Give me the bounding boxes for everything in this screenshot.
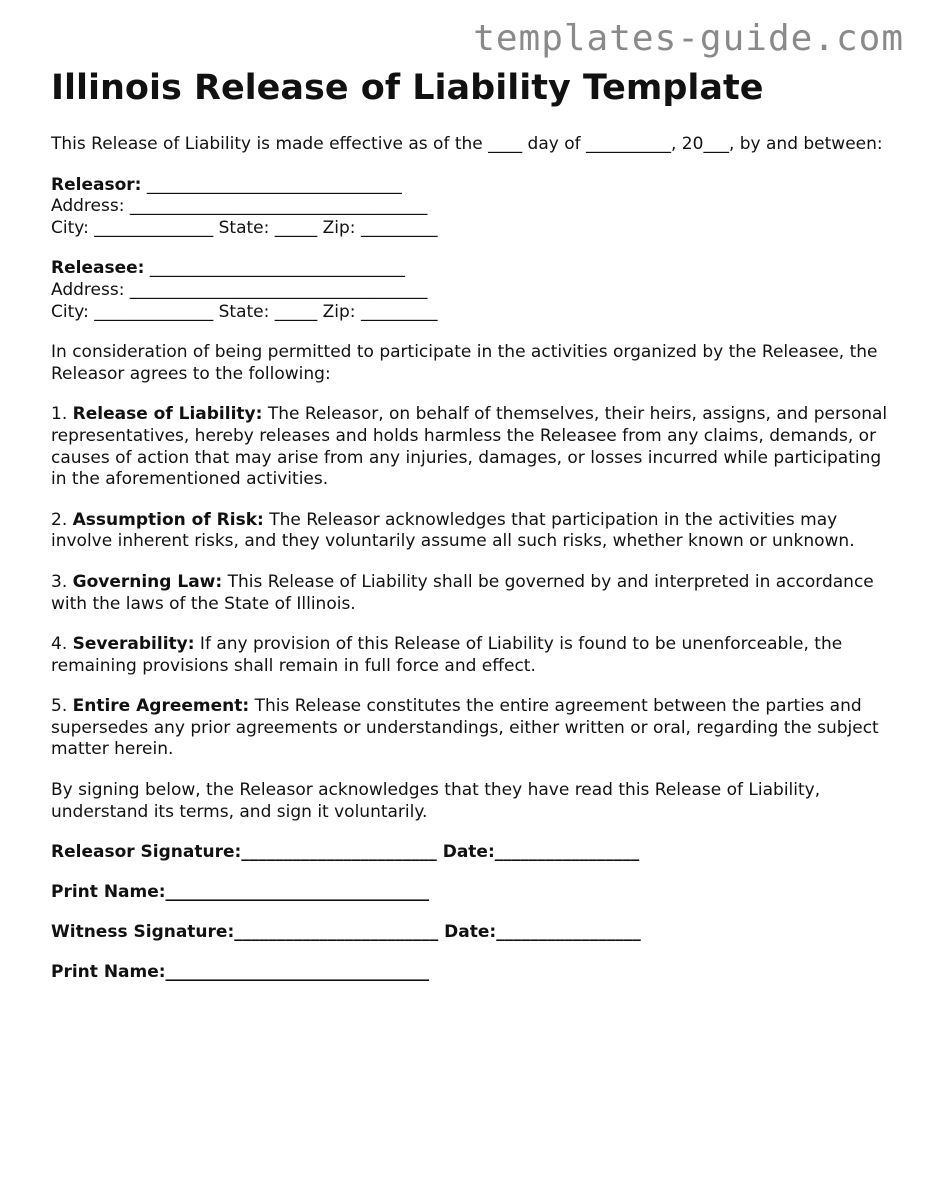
- clause-heading: Entire Agreement:: [72, 696, 250, 717]
- releasor-city-line: City: ______________ State: _____ Zip: _________: [51, 217, 438, 238]
- clause-heading: Release of Liability:: [72, 404, 263, 425]
- print-name-text-1: Print Name:_______________________________: [51, 882, 430, 903]
- releasor-address-line: Address: ___________________________________: [51, 196, 428, 217]
- releasor-name-line: [51, 175, 891, 197]
- releasor-signature-line: [51, 841, 891, 863]
- releasee-block: [51, 258, 891, 323]
- releasor-signature-text: Releasor Signature:_______________________ Date:_________________: [51, 842, 640, 863]
- releasee-city-line: City: ______________ State: _____ Zip: _________: [51, 301, 438, 322]
- signature-block: [51, 841, 891, 983]
- clause-release-of-liability: [51, 404, 891, 490]
- print-name-line-2: [51, 961, 891, 983]
- page-title: Illinois Release of Liability Template: [51, 68, 764, 108]
- clause-governing-law: [51, 572, 891, 615]
- releasee-name-blank: ______________________________: [144, 258, 405, 279]
- witness-signature-line: [51, 921, 891, 943]
- clause-text: This Release constitutes the entire agreement between the parties and supersedes any prior agreements or understandings, either written or oral, regarding the subject matter herein.: [51, 696, 879, 760]
- releasee-address-line: Address: ___________________________________: [51, 279, 428, 300]
- releasor-name-blank: ______________________________: [141, 174, 402, 195]
- clause-severability: [51, 634, 891, 677]
- releasor-block: [51, 175, 891, 240]
- clause-entire-agreement: [51, 696, 891, 761]
- clause-number: 2.: [51, 509, 73, 530]
- clause-text: This Release of Liability shall be governed by and interpreted in accordance with the laws of the State of Illinois.: [51, 571, 874, 614]
- closing-paragraph: By signing below, the Releasor acknowledges that they have read this Release of Liability, understand its terms, and sign it voluntarily.: [51, 780, 821, 822]
- consideration-paragraph: In consideration of being permitted to participate in the activities organized by the Releasee, the Releasor agrees to the following:: [51, 342, 878, 384]
- clause-assumption-of-risk: [51, 510, 891, 553]
- document: [51, 64, 891, 983]
- clause-number: 4.: [51, 634, 73, 655]
- releasor-label: Releasor:: [51, 174, 142, 195]
- releasee-label: Releasee:: [51, 258, 145, 279]
- clause-number: 1.: [51, 404, 73, 425]
- clause-number: 3.: [51, 571, 73, 592]
- clause-heading: Governing Law:: [72, 571, 223, 592]
- clause-text: The Releasor, on behalf of themselves, their heirs, assigns, and personal representatives, hereby releases and holds harmless the Releasee from any claims, demands, or causes of action that may arise from any injuries, damages, or losses incurred while participating in the aforementioned activities.: [51, 404, 888, 490]
- releasee-name-line: [51, 258, 891, 280]
- intro-paragraph: This Release of Liability is made effective as of the ____ day of __________, 20___, by and between:: [51, 134, 883, 154]
- clause-text: The Releasor acknowledges that participation in the activities may involve inherent risks, and they voluntarily assume all such risks, whether known or unknown.: [51, 509, 855, 552]
- watermark: templates-guide.com: [473, 18, 904, 59]
- clause-heading: Severability:: [72, 634, 195, 655]
- clause-heading: Assumption of Risk:: [72, 509, 264, 530]
- print-name-text-2: Print Name:_______________________________: [51, 962, 430, 983]
- clause-text: If any provision of this Release of Liability is found to be unenforceable, the remaining provisions shall remain in full force and effect.: [51, 634, 843, 676]
- witness-signature-text: Witness Signature:________________________ Date:_________________: [51, 922, 641, 943]
- print-name-line-1: [51, 881, 891, 903]
- clause-number: 5.: [51, 696, 73, 717]
